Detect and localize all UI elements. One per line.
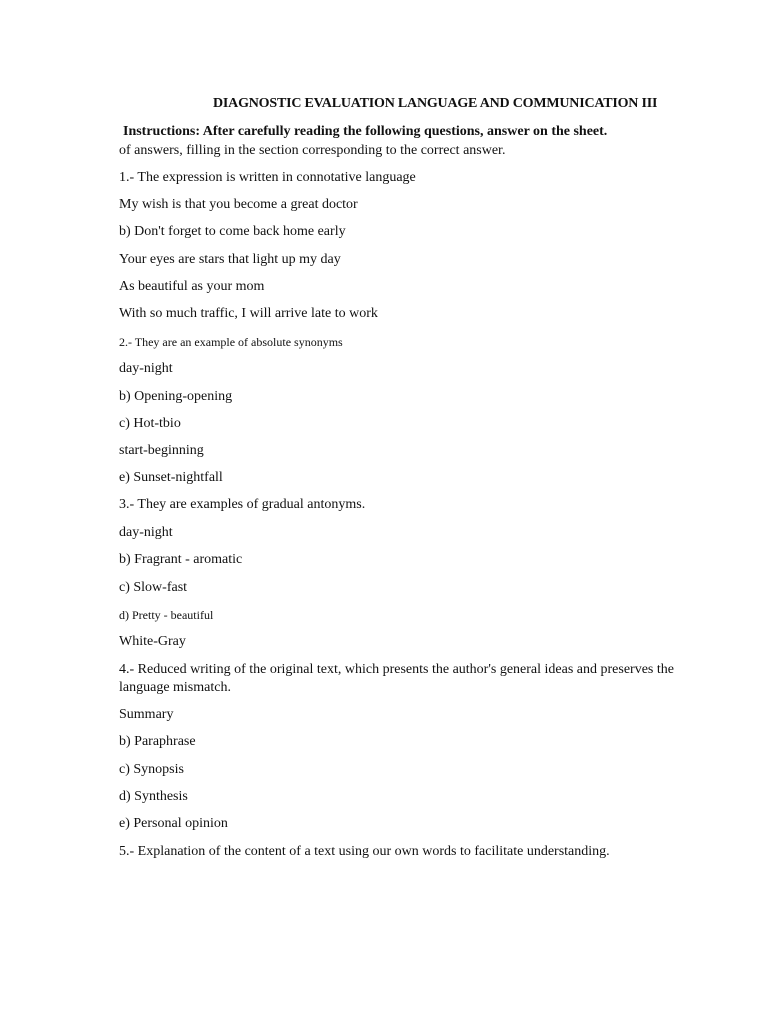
question-5: 5.- Explanation of the content of a text using our own words to facilitate understanding. xyxy=(119,844,610,859)
q2-option-d: start-beginning xyxy=(119,443,204,458)
q3-option-d: d) Pretty - beautiful xyxy=(119,608,214,622)
question-4: 4.- Reduced writing of the original text, which presents the author's general ideas and preserves the language mismatch. xyxy=(119,662,674,695)
q1-option-b: b) Don't forget to come back home early xyxy=(119,224,346,239)
q1-option-a: My wish is that you become a great doctor xyxy=(119,197,358,212)
q2-option-e: e) Sunset-nightfall xyxy=(119,470,223,485)
q2-option-c: c) Hot-tbio xyxy=(119,416,181,431)
q4-option-b: b) Paraphrase xyxy=(119,734,196,749)
q4-option-e: e) Personal opinion xyxy=(119,816,228,831)
q3-option-c: c) Slow-fast xyxy=(119,580,188,595)
question-1: 1.- The expression is written in connotative language xyxy=(119,170,416,185)
q4-option-c: c) Synopsis xyxy=(119,762,184,777)
q3-option-a: day-night xyxy=(119,525,173,540)
q3-option-b: b) Fragrant - aromatic xyxy=(119,552,243,567)
q1-option-d: As beautiful as your mom xyxy=(119,279,265,294)
q1-option-c: Your eyes are stars that light up my day xyxy=(119,252,341,267)
q2-option-b: b) Opening-opening xyxy=(119,389,233,404)
q4-option-a: Summary xyxy=(119,707,174,722)
q1-option-e: With so much traffic, I will arrive late to work xyxy=(119,306,378,321)
question-3: 3.- They are examples of gradual antonyms. xyxy=(119,497,366,512)
q2-option-a: day-night xyxy=(119,361,173,376)
question-2: 2.- They are an example of absolute synonyms xyxy=(119,335,343,349)
q3-option-e: White-Gray xyxy=(119,634,186,649)
instructions-continuation: of answers, filling in the section corresponding to the correct answer. xyxy=(119,143,506,158)
q4-option-d: d) Synthesis xyxy=(119,789,188,804)
document-title: DIAGNOSTIC EVALUATION LANGUAGE AND COMMUNICATION III xyxy=(213,96,658,111)
instructions-heading: Instructions: After carefully reading the following questions, answer on the sheet. xyxy=(123,124,608,139)
